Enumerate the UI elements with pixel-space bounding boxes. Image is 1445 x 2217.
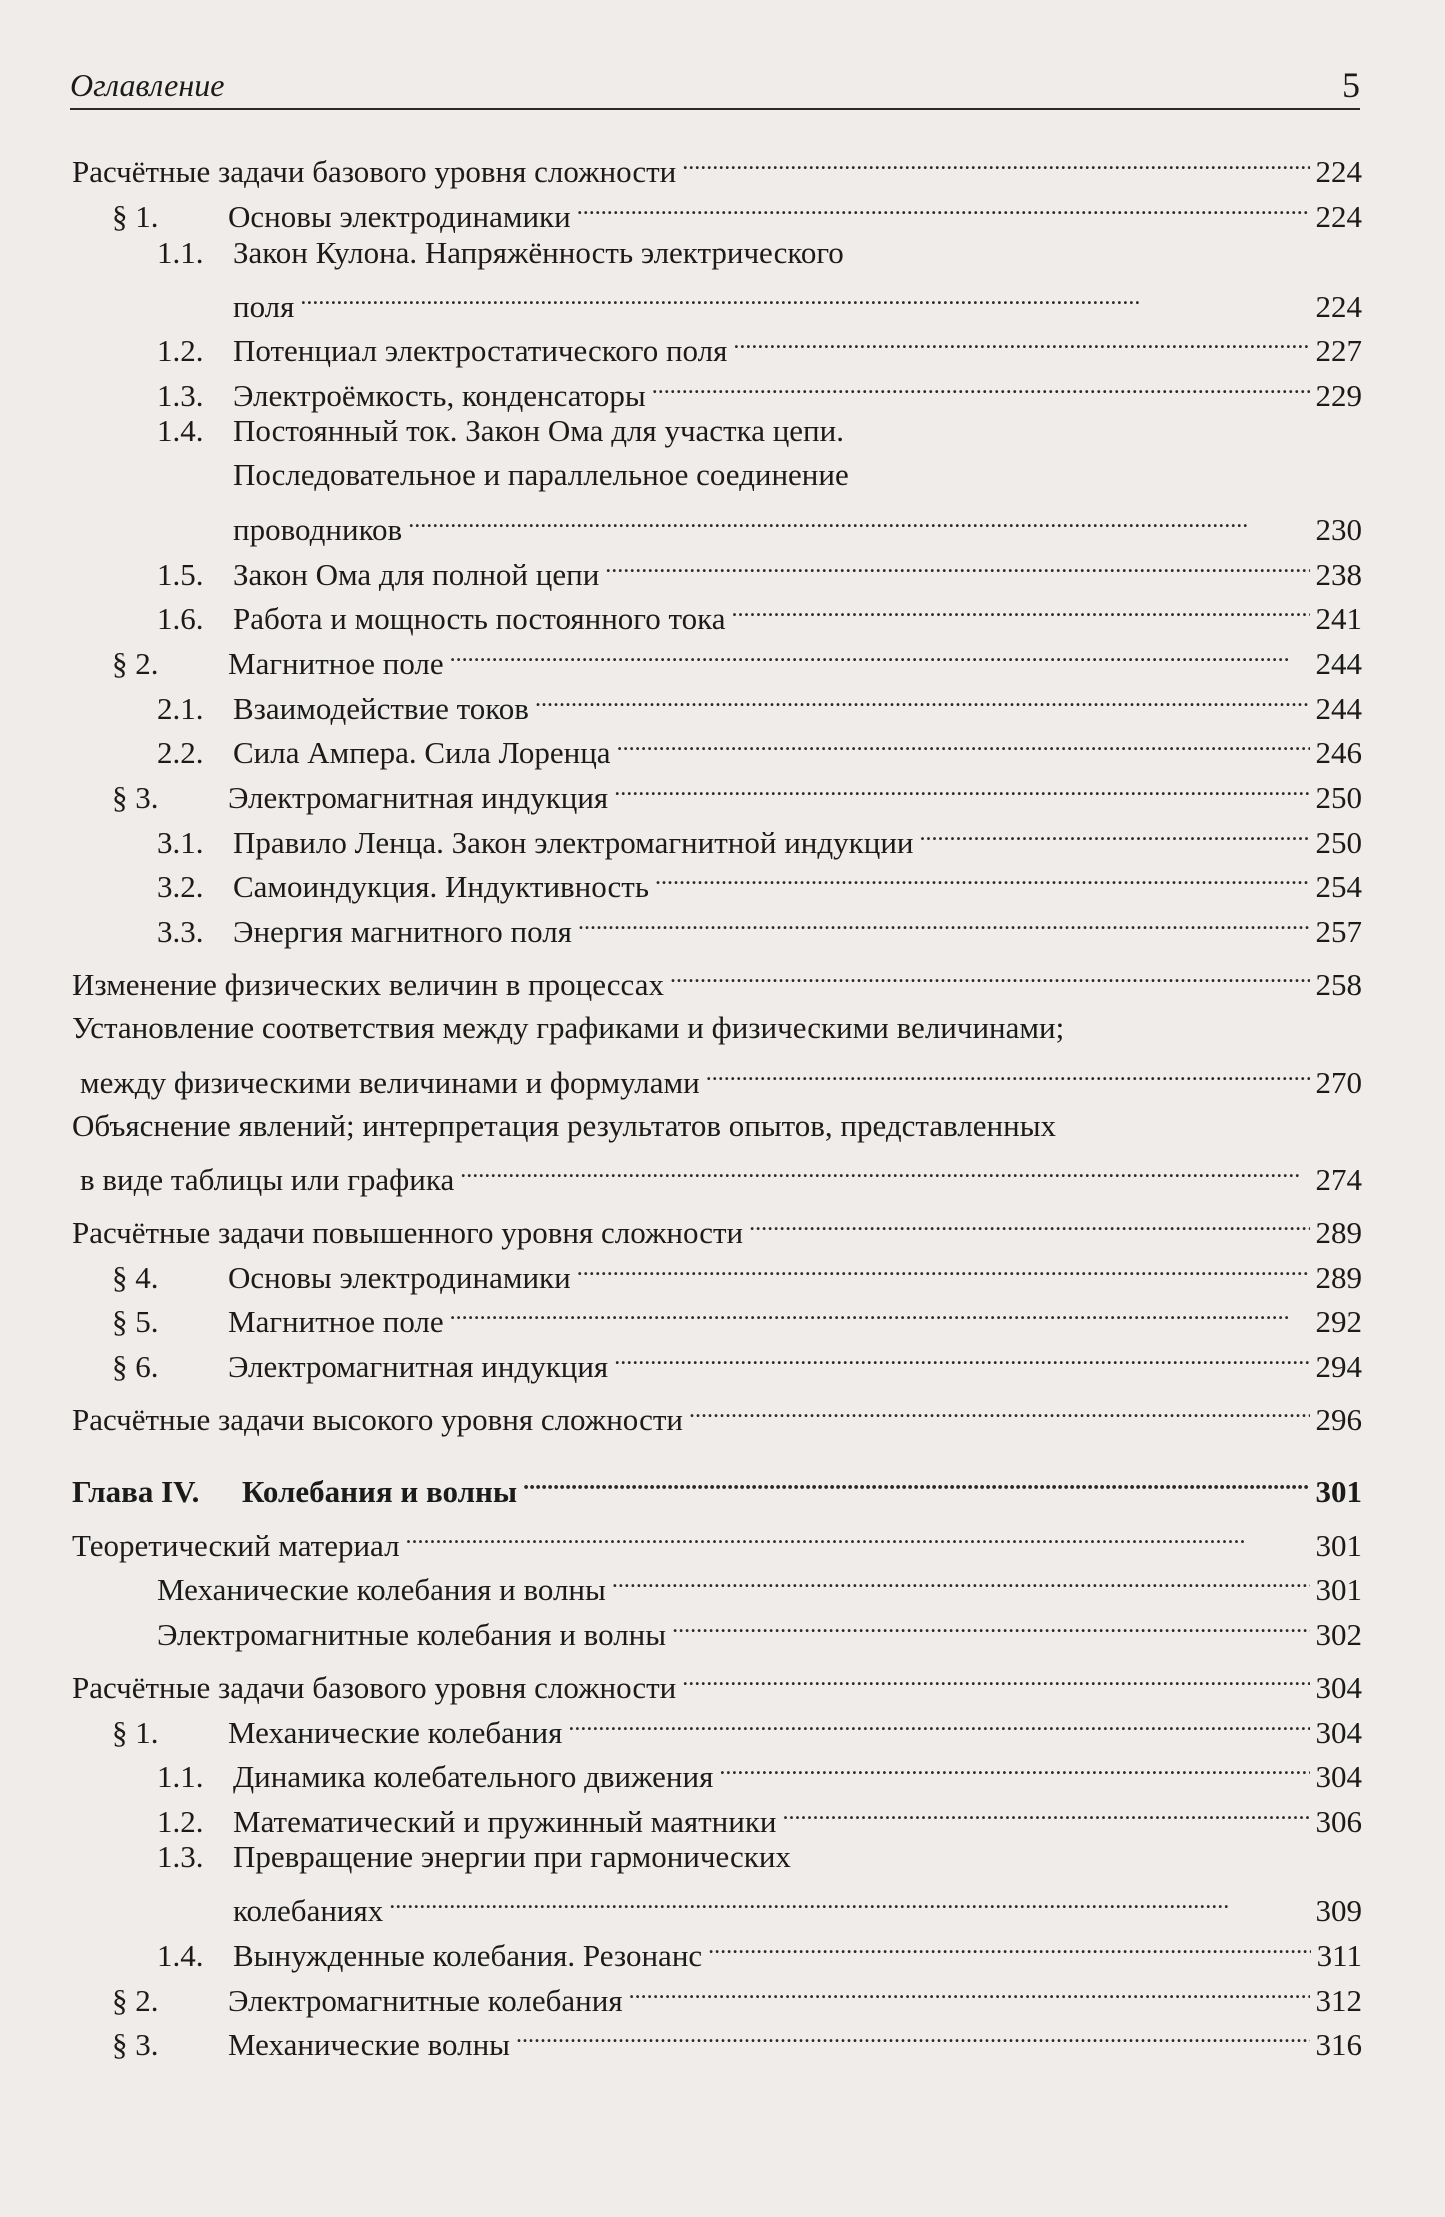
toc-entry-title: Расчётные задачи базового уровня сложности — [72, 154, 677, 189]
leader-dots — [612, 1560, 1310, 1600]
toc-entry[interactable] — [157, 1560, 1362, 1607]
toc-entry-page: 304 — [1315, 1759, 1362, 1794]
toc-entry-number: 1.4. — [157, 1938, 204, 1973]
toc-entry-page: 258 — [1315, 967, 1362, 1002]
toc-entry-number: 1.4. — [157, 413, 204, 448]
toc-entry-page: 304 — [1315, 1670, 1362, 1705]
leader-dots — [731, 589, 1309, 629]
toc-entry-page: 289 — [1315, 1215, 1362, 1250]
toc-entry[interactable] — [157, 366, 1362, 413]
toc-entry-page: 238 — [1315, 557, 1362, 592]
toc-entry-number: § 3. — [112, 2027, 159, 2062]
leader-dots — [300, 277, 1309, 317]
toc-entry[interactable] — [72, 1658, 1362, 1705]
toc-entry[interactable] — [157, 813, 1362, 860]
toc-entry[interactable] — [157, 545, 1362, 592]
toc-entry-page: 274 — [1315, 1162, 1362, 1197]
leader-dots — [749, 1203, 1309, 1243]
toc-entry-title: Теоретический материал — [72, 1528, 400, 1563]
toc-entry-page: 227 — [1315, 333, 1362, 368]
toc-entry-page: 316 — [1315, 2027, 1362, 2062]
leader-dots — [655, 857, 1310, 897]
toc-entry-number: § 1. — [112, 1715, 159, 1750]
toc-entry-title: Основы электродинамики — [228, 1260, 571, 1295]
toc-entry-title: в виде таблицы или графика — [80, 1162, 455, 1197]
toc-entry-title: Магнитное поле — [228, 1304, 444, 1339]
leader-dots — [682, 142, 1309, 182]
toc-entry-number: 1.6. — [157, 601, 204, 636]
toc-entry[interactable] — [157, 1605, 1362, 1652]
leader-dots — [689, 1390, 1310, 1430]
toc-chapter-title: Колебания и волны — [242, 1474, 518, 1509]
toc-entry[interactable] — [157, 1792, 1362, 1839]
toc-entry-title: поля — [233, 289, 295, 324]
toc-entry-page: 311 — [1316, 1938, 1362, 1973]
toc-entry-page: 224 — [1315, 289, 1362, 324]
toc-entry-title: Электроёмкость, конденсаторы — [233, 378, 646, 413]
toc-entry-continuation[interactable] — [80, 1053, 1362, 1100]
leader-dots — [578, 902, 1310, 942]
toc-entry[interactable] — [72, 1106, 1362, 1146]
toc-entry-continuation — [233, 455, 1362, 495]
toc-entry[interactable] — [157, 411, 1362, 451]
toc-entry-title: Потенциал электростатического поля — [233, 333, 728, 368]
toc-chapter-number: Глава IV. — [72, 1474, 200, 1509]
toc-entry-title: Механические волны — [228, 2027, 510, 2062]
toc-entry[interactable] — [72, 1516, 1362, 1563]
leader-dots — [460, 1150, 1309, 1190]
leader-dots — [535, 679, 1310, 719]
toc-entry[interactable] — [112, 1337, 1362, 1384]
toc-entry[interactable] — [112, 1971, 1362, 2018]
toc-entry[interactable] — [72, 1390, 1362, 1437]
toc-entry-title: Работа и мощность постоянного тока — [233, 601, 726, 636]
leader-dots — [406, 1516, 1310, 1556]
leader-dots — [920, 813, 1310, 853]
toc-entry-title: Электромагнитные колебания и волны — [157, 1617, 667, 1652]
toc-entry-title: Динамика колебательного движения — [233, 1759, 714, 1794]
toc-entry-number: § 5. — [112, 1304, 159, 1339]
toc-entry-title: Вынужденные колебания. Резонанс — [233, 1938, 703, 1973]
toc-entry[interactable] — [157, 321, 1362, 368]
leader-dots — [523, 1462, 1309, 1502]
toc-entry-title: проводников — [233, 512, 403, 547]
toc-entry-title: между физическими величинами и формулами — [80, 1065, 700, 1100]
leader-dots — [389, 1881, 1309, 1921]
leader-dots — [670, 955, 1310, 995]
toc-entry[interactable] — [112, 1703, 1362, 1750]
toc-entry-title: Объяснение явлений; интерпретация результатов опытов, представленных — [72, 1108, 1057, 1143]
toc-entry-page: 257 — [1315, 914, 1362, 949]
toc-entry-title: Изменение физических величин в процессах — [72, 967, 664, 1002]
page-number: 5 — [1342, 65, 1360, 105]
toc-entry-continuation[interactable] — [233, 500, 1362, 547]
toc-entry-number: § 2. — [112, 646, 159, 681]
leader-dots — [450, 634, 1310, 674]
toc-entry-page: 224 — [1315, 199, 1362, 234]
toc-entry[interactable] — [112, 2015, 1362, 2062]
leader-dots — [629, 1971, 1310, 2011]
toc-entry-title: Взаимодействие токов — [233, 691, 529, 726]
toc-entry-number: 1.2. — [157, 333, 204, 368]
leader-dots — [733, 321, 1309, 361]
toc-entry[interactable] — [112, 1248, 1362, 1295]
toc-entry-page: 224 — [1315, 154, 1362, 189]
leader-dots — [605, 545, 1309, 585]
toc-entry-page: 244 — [1315, 691, 1362, 726]
leader-dots — [516, 2015, 1310, 2055]
toc-entry-page: 241 — [1315, 601, 1362, 636]
leader-dots — [782, 1792, 1309, 1832]
leader-dots — [568, 1703, 1309, 1743]
toc-entry-number: 1.3. — [157, 1839, 204, 1874]
toc-entry-page: 306 — [1315, 1804, 1362, 1839]
toc-entry-page: 304 — [1315, 1715, 1362, 1750]
toc-entry-page: 301 — [1315, 1474, 1362, 1509]
toc-entry-title: Расчётные задачи повышенного уровня сложности — [72, 1215, 744, 1250]
toc-entry[interactable] — [72, 1008, 1362, 1048]
leader-dots — [617, 723, 1310, 763]
toc-entry-page: 244 — [1315, 646, 1362, 681]
toc-entry[interactable] — [72, 1203, 1362, 1250]
toc-entry-title: Самоиндукция. Индуктивность — [233, 869, 649, 904]
toc-entry-title: Математический и пружинный маятники — [233, 1804, 777, 1839]
toc-entry-number: § 2. — [112, 1983, 159, 2018]
toc-entry[interactable] — [157, 1926, 1362, 1973]
toc-entry-page: 292 — [1315, 1304, 1362, 1339]
toc-entry-page: 289 — [1315, 1260, 1362, 1295]
toc-entry-continuation[interactable] — [233, 1881, 1362, 1928]
toc-entry-number: 2.1. — [157, 691, 204, 726]
toc-entry-number: 1.1. — [157, 235, 204, 270]
toc-entry-page: 309 — [1315, 1893, 1362, 1928]
leader-dots — [652, 366, 1310, 406]
toc-entry-number: § 4. — [112, 1260, 159, 1295]
toc-entry[interactable] — [112, 1292, 1362, 1339]
page-header — [70, 60, 1360, 110]
toc-entry-title: Электромагнитная индукция — [228, 1349, 609, 1384]
leader-dots — [719, 1747, 1309, 1787]
toc-entry-title: колебаниях — [233, 1893, 384, 1928]
toc-entry[interactable] — [157, 1837, 1362, 1877]
leader-dots — [614, 1337, 1309, 1377]
toc-entry-number: 3.3. — [157, 914, 204, 949]
leader-dots — [408, 500, 1309, 540]
toc-entry[interactable] — [112, 768, 1362, 815]
toc-chapter-entry[interactable] — [72, 1462, 1362, 1509]
toc-entry-page: 246 — [1315, 735, 1362, 770]
toc-entry-page: 250 — [1315, 825, 1362, 860]
leader-dots — [672, 1605, 1309, 1645]
toc-entry[interactable] — [157, 723, 1362, 770]
toc-entry-number: § 1. — [112, 199, 159, 234]
leader-dots — [450, 1292, 1310, 1332]
toc-entry[interactable] — [157, 589, 1362, 636]
toc-entry-title: Последовательное и параллельное соединение — [233, 457, 849, 492]
toc-entry-continuation[interactable] — [80, 1150, 1362, 1197]
leader-dots — [708, 1926, 1310, 1966]
toc-entry-continuation[interactable] — [233, 277, 1362, 324]
toc-entry-title: Расчётные задачи высокого уровня сложности — [72, 1402, 683, 1437]
toc-entry-title: Электромагнитная индукция — [228, 780, 609, 815]
toc-entry[interactable] — [157, 233, 1362, 273]
toc-entry-page: 254 — [1315, 869, 1362, 904]
toc-entry-page: 302 — [1315, 1617, 1362, 1652]
toc-entry[interactable] — [157, 679, 1362, 726]
toc-entry-page: 270 — [1315, 1065, 1362, 1100]
toc-entry-page: 296 — [1315, 1402, 1362, 1437]
toc-entry-title: Магнитное поле — [228, 646, 444, 681]
toc-entry-number: § 6. — [112, 1349, 159, 1384]
toc-entry-number: 2.2. — [157, 735, 204, 770]
leader-dots — [577, 187, 1310, 227]
toc-entry[interactable] — [157, 1747, 1362, 1794]
toc-entry-page: 229 — [1315, 378, 1362, 413]
toc-entry-page: 301 — [1315, 1572, 1362, 1607]
leader-dots — [577, 1248, 1310, 1288]
toc-entry-page: 230 — [1315, 512, 1362, 547]
leader-dots — [706, 1053, 1310, 1093]
toc-entry-number: 1.1. — [157, 1759, 204, 1794]
running-title: Оглавление — [70, 67, 225, 103]
toc-entry-number: 1.3. — [157, 378, 204, 413]
toc-entry-title: Превращение энергии при гармонических — [233, 1839, 791, 1874]
toc-entry-title: Сила Ампера. Сила Лоренца — [233, 735, 611, 770]
toc-entry-title: Механические колебания — [228, 1715, 563, 1750]
toc-entry-number: 1.5. — [157, 557, 204, 592]
toc-entry-page: 294 — [1315, 1349, 1362, 1384]
toc-entry-page: 312 — [1315, 1983, 1362, 2018]
toc-entry-title: Установление соответствия между графиками и физическими величинами; — [72, 1010, 1065, 1045]
toc-entry[interactable] — [157, 857, 1362, 904]
toc-entry-title: Правило Ленца. Закон электромагнитной индукции — [233, 825, 914, 860]
leader-dots — [614, 768, 1309, 808]
toc-entry-title: Основы электродинамики — [228, 199, 571, 234]
toc-entry[interactable] — [72, 955, 1362, 1002]
toc-entry-page: 301 — [1315, 1528, 1362, 1563]
toc-entry[interactable] — [112, 187, 1362, 234]
toc-entry-number: 1.2. — [157, 1804, 204, 1839]
toc-entry-page: 250 — [1315, 780, 1362, 815]
toc-entry-title: Энергия магнитного поля — [233, 914, 572, 949]
toc-entry-title: Закон Ома для полной цепи — [233, 557, 600, 592]
toc-entry-title: Электромагнитные колебания — [228, 1983, 623, 2018]
toc-entry-title: Расчётные задачи базового уровня сложности — [72, 1670, 677, 1705]
toc-entry[interactable] — [157, 902, 1362, 949]
toc-entry[interactable] — [112, 634, 1362, 681]
toc-entry-number: 3.1. — [157, 825, 204, 860]
leader-dots — [682, 1658, 1309, 1698]
toc-entry-number: § 3. — [112, 780, 159, 815]
toc-entry-title: Механические колебания и волны — [157, 1572, 606, 1607]
toc-entry-number: 3.2. — [157, 869, 204, 904]
toc-entry[interactable] — [72, 142, 1362, 189]
toc-entry-title: Постоянный ток. Закон Ома для участка цепи. — [233, 413, 844, 448]
toc-entry-title: Закон Кулона. Напряжённость электрического — [233, 235, 844, 270]
